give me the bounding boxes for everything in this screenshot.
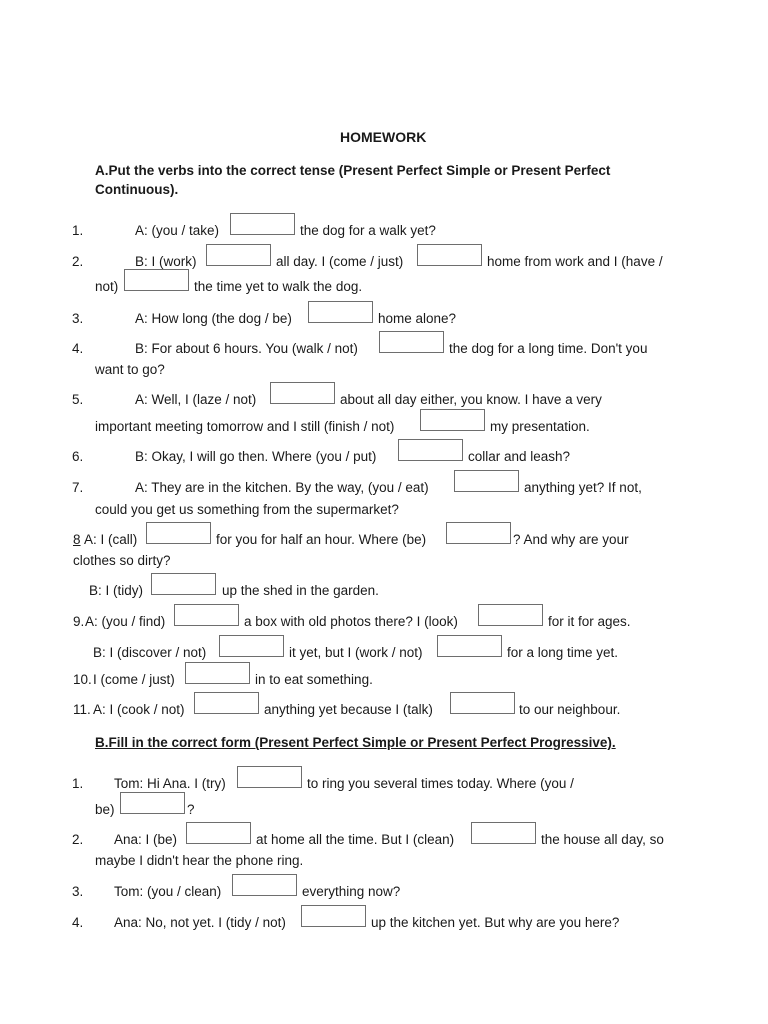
item-text: B: I (discover / not) bbox=[93, 645, 207, 660]
item-text: Ana: No, not yet. I (tidy / not) bbox=[114, 915, 286, 930]
answer-box[interactable] bbox=[379, 331, 444, 353]
item-text: for it for ages. bbox=[548, 614, 631, 629]
answer-box[interactable] bbox=[417, 244, 482, 266]
item-text: everything now? bbox=[302, 884, 401, 899]
answer-box[interactable] bbox=[230, 213, 295, 235]
item-text: not) bbox=[95, 279, 119, 294]
answer-box[interactable] bbox=[185, 662, 250, 684]
item-text: B: Okay, I will go then. Where (you / put) bbox=[135, 449, 377, 464]
item-number: 7. bbox=[72, 480, 84, 495]
item-text: A: I (cook / not) bbox=[93, 702, 185, 717]
item-text: B: I (tidy) bbox=[89, 583, 144, 598]
answer-box[interactable] bbox=[206, 244, 271, 266]
answer-box[interactable] bbox=[232, 874, 297, 896]
item-number: 11. bbox=[73, 702, 91, 717]
answer-box[interactable] bbox=[446, 522, 511, 544]
item-text: for you for half an hour. Where (be) bbox=[216, 532, 427, 547]
item-text: at home all the time. But I (clean) bbox=[256, 832, 455, 847]
item-text: A: How long (the dog / be) bbox=[135, 311, 292, 326]
answer-box[interactable] bbox=[237, 766, 302, 788]
item-text: A: (you / find) bbox=[85, 614, 166, 629]
answer-box[interactable] bbox=[454, 470, 519, 492]
item-text: A: I (call) bbox=[84, 532, 138, 547]
item-text: ? bbox=[187, 802, 195, 817]
answer-box[interactable] bbox=[186, 822, 251, 844]
section-a-heading-line1: A.Put the verbs into the correct tense (Present Perfect Simple or Present Perfect bbox=[95, 163, 611, 178]
answer-box[interactable] bbox=[478, 604, 543, 626]
item-number: 4. bbox=[72, 341, 84, 356]
answer-box[interactable] bbox=[194, 692, 259, 714]
item-text: Ana: I (be) bbox=[114, 832, 178, 847]
item-text: I (come / just) bbox=[93, 672, 175, 687]
item-text: the dog for a long time. Don't you bbox=[449, 341, 648, 356]
item-text: collar and leash? bbox=[468, 449, 571, 464]
answer-box[interactable] bbox=[450, 692, 515, 714]
item-number: 5. bbox=[72, 392, 84, 407]
item-number: 1. bbox=[72, 223, 84, 238]
item-text: A: They are in the kitchen. By the way, (you / eat) bbox=[135, 480, 429, 495]
item-text: A: (you / take) bbox=[135, 223, 220, 238]
answer-box[interactable] bbox=[151, 573, 216, 595]
item-text: ? And why are your bbox=[513, 532, 629, 547]
answer-box[interactable] bbox=[420, 409, 485, 431]
item-number: 3. bbox=[72, 884, 84, 899]
item-text: it yet, but I (work / not) bbox=[289, 645, 423, 660]
item-number: 8 bbox=[73, 532, 81, 547]
section-b-heading: B.Fill in the correct form (Present Perfect Simple or Present Perfect Progressive). bbox=[95, 735, 616, 750]
item-text: could you get us something from the supermarket? bbox=[95, 502, 399, 517]
section-a-heading-line2: Continuous). bbox=[95, 182, 179, 197]
item-text: important meeting tomorrow and I still (finish / not) bbox=[95, 419, 395, 434]
item-number: 4. bbox=[72, 915, 84, 930]
item-text: about all day either, you know. I have a very bbox=[340, 392, 602, 407]
item-text: in to eat something. bbox=[255, 672, 373, 687]
item-text: all day. I (come / just) bbox=[276, 254, 404, 269]
answer-box[interactable] bbox=[308, 301, 373, 323]
item-text: anything yet because I (talk) bbox=[264, 702, 433, 717]
answer-box[interactable] bbox=[471, 822, 536, 844]
answer-box[interactable] bbox=[301, 905, 366, 927]
item-text: to ring you several times today. Where (you / bbox=[307, 776, 574, 791]
item-text: anything yet? If not, bbox=[524, 480, 642, 495]
item-text: up the kitchen yet. But why are you here? bbox=[371, 915, 620, 930]
item-text: clothes so dirty? bbox=[73, 553, 171, 568]
item-text: home alone? bbox=[378, 311, 457, 326]
item-text: A: Well, I (laze / not) bbox=[135, 392, 257, 407]
answer-box[interactable] bbox=[219, 635, 284, 657]
item-text: want to go? bbox=[95, 362, 165, 377]
answer-box[interactable] bbox=[270, 382, 335, 404]
item-number: 6. bbox=[72, 449, 84, 464]
answer-box[interactable] bbox=[120, 792, 185, 814]
item-text: the time yet to walk the dog. bbox=[194, 279, 363, 294]
item-text: B: For about 6 hours. You (walk / not) bbox=[135, 341, 358, 356]
answer-box[interactable] bbox=[124, 269, 189, 291]
item-number: 10. bbox=[73, 672, 92, 687]
item-text: a box with old photos there? I (look) bbox=[244, 614, 458, 629]
item-number: 2. bbox=[72, 832, 84, 847]
item-text: Tom: (you / clean) bbox=[114, 884, 222, 899]
item-text: the house all day, so bbox=[541, 832, 664, 847]
answer-box[interactable] bbox=[174, 604, 239, 626]
item-text: to our neighbour. bbox=[519, 702, 621, 717]
item-text: B: I (work) bbox=[135, 254, 197, 269]
item-text: the dog for a walk yet? bbox=[300, 223, 436, 238]
answer-box[interactable] bbox=[437, 635, 502, 657]
item-number: 3. bbox=[72, 311, 84, 326]
item-number: 9. bbox=[73, 614, 85, 629]
item-text: Tom: Hi Ana. I (try) bbox=[114, 776, 226, 791]
item-text: maybe I didn't hear the phone ring. bbox=[95, 853, 304, 868]
item-text: home from work and I (have / bbox=[487, 254, 663, 269]
answer-box[interactable] bbox=[146, 522, 211, 544]
item-text: for a long time yet. bbox=[507, 645, 619, 660]
answer-box[interactable] bbox=[398, 439, 463, 461]
item-number: 2. bbox=[72, 254, 84, 269]
item-number: 1. bbox=[72, 776, 84, 791]
item-text: up the shed in the garden. bbox=[222, 583, 379, 598]
page-title: HOMEWORK bbox=[340, 129, 427, 145]
item-text: my presentation. bbox=[490, 419, 590, 434]
item-text: be) bbox=[95, 802, 115, 817]
